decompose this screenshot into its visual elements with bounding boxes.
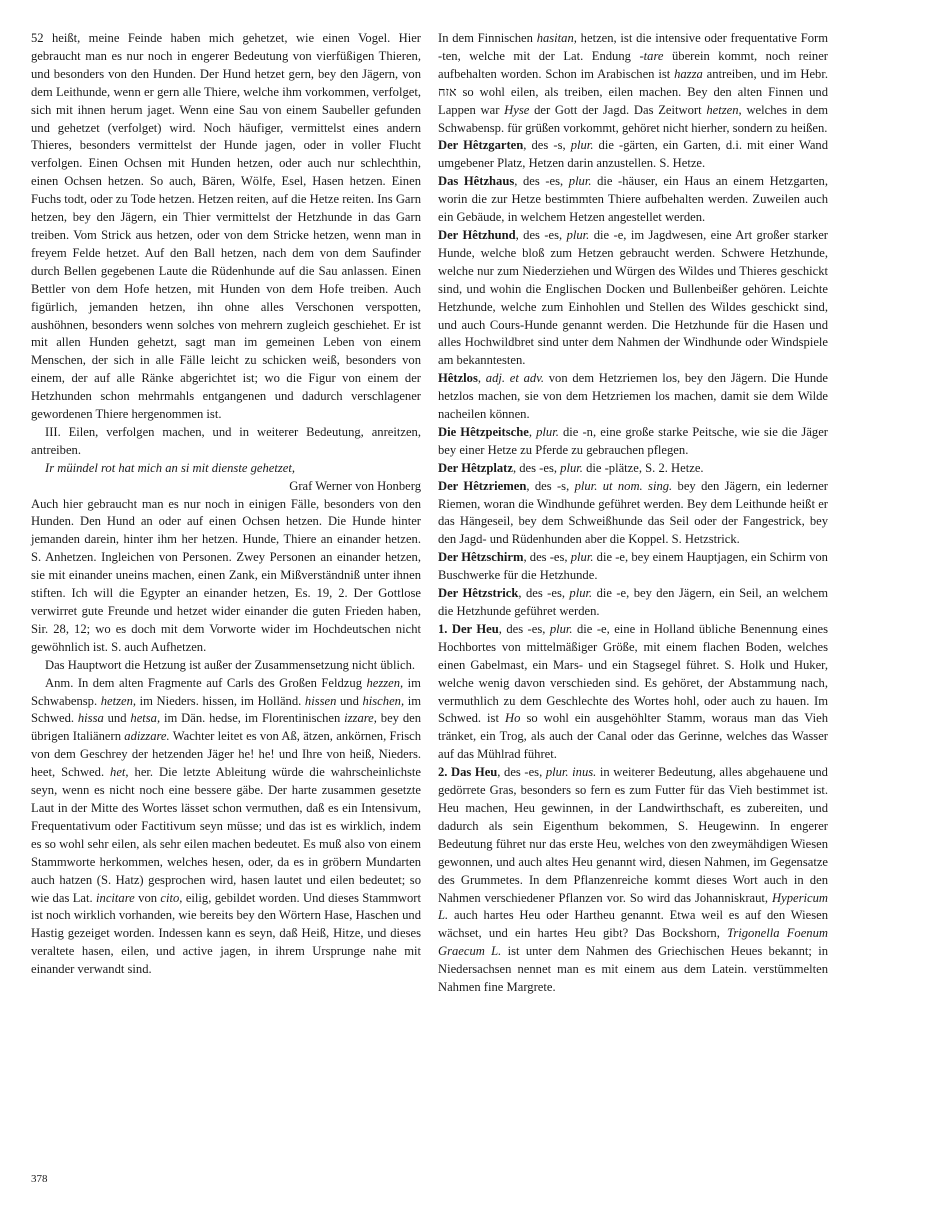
dictionary-entry-heu-2: 2. Das Heu, des -es, plur. inus. in weiterer Bedeutung, alles abgehauene und gedörrete Gras, besonders so fern es zum Futter für das Vieh bestimmet ist. Heu machen, Heu gewinnen, in der Landwirthschaft, es zubereiten, und dadurch als sein Eigenthum bekommen, S. Heugewinn. In engerer Bedeutung führet nur das erste Heu, welches von den zweymähdigen Wiesen gewonnen, und auch altes Heu genannt wird, diesen Nahmen, im Gegensatze des Grummetes. In dem Pflanzenreiche kommt dieses Wort auch in den Nahmen verschiedener Pflanzen vor. So wird das Johanniskraut, Hypericum L. auch hartes Heu oder Hartheu genannt. Etwa weil es auf den Wiesen wächset, und ein hartes Heu gibt? Das Bockshorn, Trigonella Foenum Graecum L. ist unter dem Nahmen des Griechischen Heues bekannt; in Niedersachsen nennet man es mit einem aus dem Latein. verstümmelten Nahmen fine Margrete. <box>438 765 828 995</box>
paragraph: In dem Finnischen hasitan, hetzen, ist die intensive oder frequentative Form -ten, welche mit der Lat. Endung -tare überein kommt, noch reiner aufbehalten worden. Schon im Arabischen ist hazza antreiben, und im Hebr. אזח so wohl eilen, als treiben, eilen machen. Bey den alten Finnen und Lappen war Hyse der Gott der Jagd. Das Zeitwort hetzen, welches in dem Schwabensp. für grüßen vorkommt, gehöret nicht hierher, sondern zu heißen. <box>438 31 829 135</box>
paragraph: Auch hier gebraucht man es nur noch in einigen Fälle, besonders von den Hunden. Den Hund an oder auf einen Ochsen hetzen. Die Hunde hinter jemanden darein, hinter ihm her hetzen. Hunde, Thiere an einander hetzen. S. Anhetzen. Ingleichen von Personen. Zwey Personen an einander hetzen, sie mit einander uneins machen, einen Zank, ein Mißverständniß unter ihnen stiften. Ich will die Egypter an einander hetzen, Es. 19, 2. Der Gottlose verwirret gute Freunde und hetzet wider einander die guten Frieden haben, Sir. 28, 12; wo es doch mit dem Vorworte wider im Hochdeutschen nicht gewöhnlich ist. S. auch Aufhetzen. <box>31 496 421 654</box>
etymology-note: Anm. In dem alten Fragmente auf Carls des Großen Feldzug hezzen, im Schwabensp. hetzen, im Nieders. hissen, im Holländ. hissen und hischen, im Schwed. hissa und hetsa, im Dän. hedse, im Florentinischen izzare, bey den übrigen Italiänern adizzare. Wachter leitet es von Aß, ätzen, ankörnen, Frisch von dem Geschrey der hetzenden Jäger he! he! und Ihre von heiß, Nieders. heet, Schwed. het, her. Die letzte Ableitung würde die wahrscheinlichste seyn, wenn es nicht noch eine bessere gäbe. Der harte zusammen gesetzte Laut in der Mitte des Wortes lässet schon vermuthen, daß es ein Intensivum, Frequentativum oder Factitivum seyn müsse; und das ist es wirklich, indem es so wohl sehr eilen, als sehr eilen machen bedeutet. Es muß also von einem Stammworte herkommen, welches hesen, oder, da es in gröbern Mundarten auch hatzen (S. Hatz) gesprochen wird, hasen lautet und eilen bedeutet; so wie das Lat. incitare von cito, eilig, gebildet worden. Und dieses Stammwort ist noch wirklich vorhanden, wie bereits bey den Wörtern Hase, Haschen und Hastig gezeiget worden. Indessen kann es seyn, daß Heiß, Hitze, und dieses veraltete hasen, eilen, und active jagen, in ihrem Ursprunge nahe mit einander verwandt sind. <box>31 675 422 977</box>
right-column <box>438 30 828 997</box>
dictionary-entry-hetzhaus: Das Hêtzhaus, des -es, plur. die -häuser, ein Haus an einem Hetzgarten, worin die zur Hetze bestimmten Thiere aufbehalten werden. Zuweilen auch ein Gebäude, in welchem Hetzen angestellet werden. <box>438 174 828 225</box>
dictionary-entry-heu-1: 1. Der Heu, des -es, plur. die -e, eine in Holland übliche Benennung eines Hochbortes von mittelmäßiger Größe, mit einem flachen Boden, welches einen Gabelmast, ein Mars- und ein Stagsegel führet. S. Holk und Huker, welche wenig davon verschieden sind. Es gehöret, der Abstammung nach, vermuthlich zu dem Geschlechte des Wortes hohl, oder auch zu hauen. Im Schwed. ist Ho so wohl ein ausgehöhlter Stamm, woraus man das Vieh tränket, ein Trog, als auch der Canal oder das Gerinne, welches das Wasser auf das Mühlrad führet. <box>438 621 829 762</box>
dictionary-entry-hetzpeitsche: Die Hêtzpeitsche, plur. die -n, eine große starke Peitsche, wie sie die Jäger bey einer Hetze zu Pferde zu gebrauchen pflegen. <box>438 424 828 457</box>
page-number: 378 <box>31 1173 48 1185</box>
paragraph: Das Hauptwort die Hetzung ist außer der Zusammensetzung nicht üblich. <box>45 657 416 672</box>
dictionary-entry-hetzriemen: Der Hêtzriemen, des -s, plur. ut nom. sing. bey den Jägern, ein lederner Riemen, woran die Windhunde geführet werden. Bey dem Leithunde heißt er das Hängeseil, bey dem Schweißhunde das Seil oder der Fangestrick, bey den Jagd- und Rüdenhunden aber die Koppel. S. Hetzstrick. <box>438 478 828 547</box>
verse-quote: Ir müindel rot hat mich an si mit dienste gehetzet, <box>45 460 295 475</box>
dictionary-entry-hetzlos: Hêtzlos, adj. et adv. von dem Hetzriemen los, bey den Jägern. Die Hunde hetzlos machen, sie von dem Hetzriemen los machen, damit sie dem Wilde nacheilen können. <box>438 371 829 422</box>
paragraph: III. Eilen, verfolgen machen, und in weiterer Bedeutung, anreitzen, antreiben. <box>31 424 421 457</box>
dictionary-entry-hetzhund: Der Hêtzhund, des -es, plur. die -e, im Jagdwesen, eine Art großer starker Hunde, welche bloß zum Hetzen gebraucht werden. Schwere Hetzhunde, welche nur zum Niederziehen und Würgen des Wildes und Thieres geschickt sind, und wohin die Englischen Docken und Bullenbeißer gehören. Leichte Hetzhunde, welche zum Einhohlen und Stellen des Wildes geschickt sind, und auch Cours-Hunde genannt werden. Die Hetzhunde für die Hasen und alles Hochwildbret sind unter dem Nahmen der Windhunde oder Windspiele am bekanntesten. <box>438 227 828 368</box>
left-column <box>31 30 421 979</box>
dictionary-entry-hetzgarten: Der Hêtzgarten, des -s, plur. die -gärten, ein Garten, d.i. mit einer Wand umgebener Platz, Hetzen darin anzustellen. S. Hetze. <box>438 138 829 171</box>
dictionary-entry-hetzschirm: Der Hêtzschirm, des -es, plur. die -e, bey einem Hauptjagen, ein Schirm von Buschwerke für die Hetzhunde. <box>438 550 828 583</box>
dictionary-entry-hetzstrick: Der Hêtzstrick, des -es, plur. die -e, bey den Jägern, ein Seil, an welchem die Hetzhunde geführet werden. <box>438 586 828 618</box>
dictionary-entry-hetzplatz: Der Hêtzplatz, des -es, plur. die -plätze, S. 2. Hetze. <box>438 460 704 475</box>
paragraph: 52 heißt, meine Feinde haben mich gehetzet, wie einen Vogel. Hier gebraucht man es nur noch in engerer Bedeutung von vierfüßigen Thieren, und besonders von den Hunden. Der Hund hetzet gern, bey den Jägern, von dem Leithunde, wenn er gern alle Thiere, welche ihm vorkommen, verfolget, sich mit ihnen herum jaget. Wenn eine Sau von einem Saubeller gefunden und gehetzet (verfolget) wird. Noch häufiger, vermittelst eines andern Thieres, besonders vermittelst der Hunde jagen, oder in voller Flucht verfolgen. Einen Ochsen mit Hunden hetzen, oder auch nur schlechthin, einen Ochsen hetzen. So auch, Bären, Wölfe, Esel, Hasen hetzen. Einen Fuchs todt, oder zu Tode hetzen. Hetzen reiten, auf die Hetze reiten. Ins Garn hetzen, bey den Jägern, ein Thier vermittelst der Hetzhunde in das Garn treiben. Vom Strick aus hetzen, oder von dem Stricke hetzen, wenn man in freyem Felde hetzet. Auf den Ball hetzen, nach dem von dem Saufinder durch Bellen gegebenen Laute die Rüdenhunde auf die Sau anlassen. Einen Bettler von dem Hofe hetzen, mit Hunden von dem Hofe treiben. Auch figürlich, jemanden hetzen, ihn ohne alles Verschonen verspotten, aushöhnen, besonders wenn solches von mehrern zugleich geschiehet. Er ist mit allen Hunden gehetzt, sagt man im gemeinen Leben von einem Menschen, der sich in alle Fälle leicht zu schicken weiß, besonders von einem, der auf alle Ränke abgerichtet ist; wo die Figur von einem der Hetzhunden schon mehrmahls entgangenen und dadurch verschlagener gewordenen Thiere hergenommen ist. <box>31 31 421 422</box>
verse-attribution: Graf Werner von Honberg <box>289 478 421 493</box>
